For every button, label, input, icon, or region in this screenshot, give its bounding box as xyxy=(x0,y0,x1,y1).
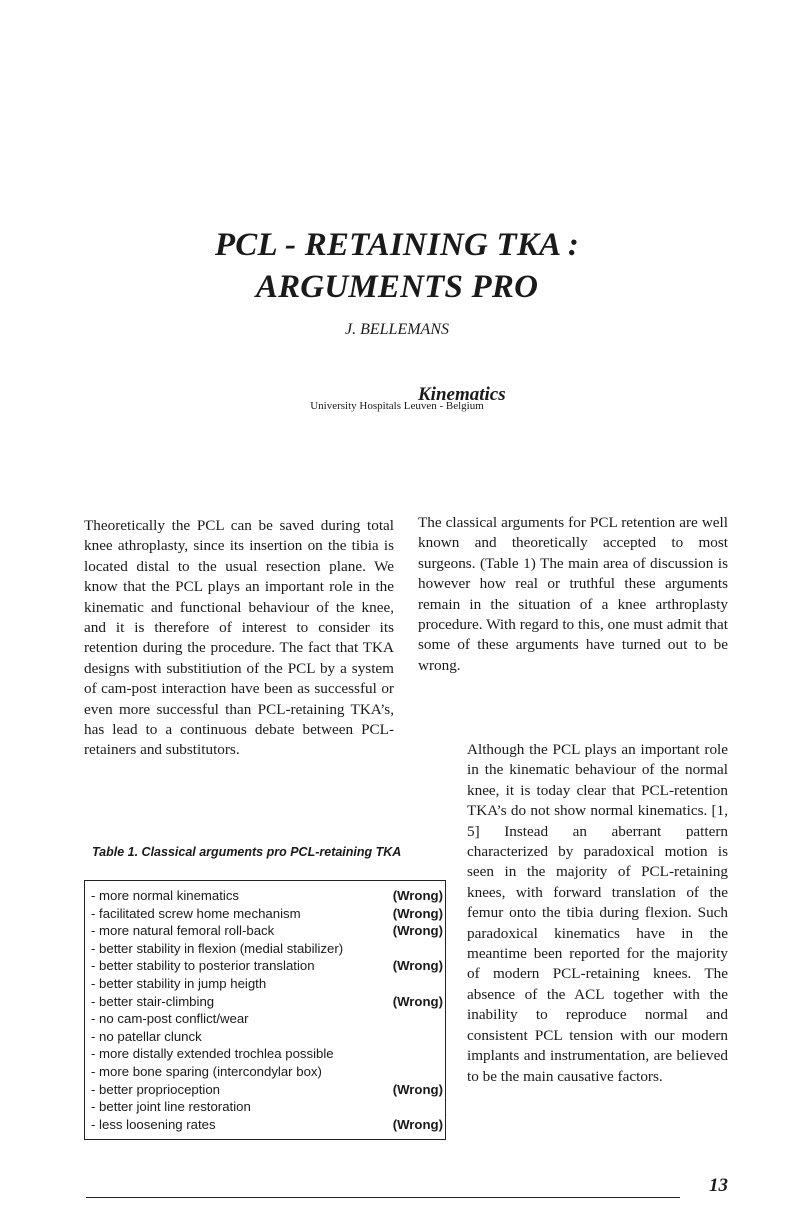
argument-text: - better stair-climbing xyxy=(91,993,215,1009)
table-row xyxy=(91,1010,443,1028)
wrong-flag: (Wrong) xyxy=(392,905,443,921)
table-row xyxy=(91,922,443,940)
argument-text: - no cam-post conflict/wear xyxy=(91,1011,249,1027)
table-row xyxy=(91,1063,443,1081)
table-row xyxy=(91,957,443,975)
wrong-flag: (Wrong) xyxy=(392,993,443,1009)
wrong-flag: (Wrong) xyxy=(392,1116,443,1132)
argument-text: - more natural femoral roll-back xyxy=(91,923,275,939)
wrong-flag: (Wrong) xyxy=(392,888,443,903)
kinematics-heading: Kinematics xyxy=(418,384,506,405)
wrong-flag: (Wrong) xyxy=(392,923,443,939)
argument-text: - better stability in jump heigth xyxy=(91,975,267,991)
table-row xyxy=(91,1116,443,1134)
argument-text: - less loosening rates xyxy=(91,1116,216,1132)
table-row xyxy=(91,975,443,993)
table-row xyxy=(91,1098,443,1116)
table-row xyxy=(91,1045,443,1063)
argument-text: - better stability to posterior translation xyxy=(91,958,315,974)
argument-text: - better proprioception xyxy=(91,1081,221,1097)
intro-left-paragraph: Theoretically the PCL can be saved during total knee athroplasty, since its insertion on the tibia is located distal to the usual resection plane. We know that the PCL plays an important role in the kinematic and functional behaviour of the knee, and it is therefore of interest to consider its retention during the procedure. The fact that TKA designs with substitiution of the PCL by a system of cam-post interaction have been as successful or even more successful than PCL-retaining TKA’s, has lead to a continuous debate between PCL-retainers and substitutors. xyxy=(84,517,394,759)
argument-text: - more normal kinematics xyxy=(91,888,240,903)
table-row xyxy=(91,1028,443,1046)
arguments-table xyxy=(84,880,446,1140)
argument-text: - better joint line restoration xyxy=(91,1099,251,1115)
author: J. BELLEMANS xyxy=(345,321,449,338)
argument-text: - more distally extended trochlea possible xyxy=(91,1046,334,1062)
table-row xyxy=(91,905,443,923)
intro-right-paragraph: The classical arguments for PCL retention are well known and theoretically accepted to most surgeons. (Table 1) The main area of discussion is however how real or truthful these arguments remain in the situation of a knee arthroplasty procedure. With regard to this, one must admit that some of these arguments have turned out to be wrong. xyxy=(418,514,728,674)
wrong-flag: (Wrong) xyxy=(392,1081,443,1097)
affiliation: University Hospitals Leuven - Belgium xyxy=(310,400,484,412)
page-number: 13 xyxy=(709,1175,728,1196)
argument-text: - more bone sparing (intercondylar box) xyxy=(91,1063,322,1079)
argument-text: - facilitated screw home mechanism xyxy=(91,905,301,921)
table-row xyxy=(91,887,443,905)
argument-text: - better stability in flexion (medial stabilizer) xyxy=(91,940,344,956)
argument-text: - no patellar clunck xyxy=(91,1028,202,1044)
title-line-2: ARGUMENTS PRO xyxy=(255,269,539,305)
kinematics-paragraph: Although the PCL plays an important role in the kinematic behaviour of the normal knee, it is today clear that PCL-retention TKA’s do not show normal kinematics. [1, 5] Instead an aberrant pattern characterized by paradoxical motion is seen in the majority of PCL-retaining knees, with forward translation of the femur onto the tibia during flexion. Such paradoxical kinematics have in the meantime been reported for the majority of modern PCL-retaining knees. The absence of the ACL together with the inability to reproduce normal and consistent PCL tension with our modern implants and instrumentation, are believed to be the main causative factors. xyxy=(467,741,728,1085)
table-row xyxy=(91,940,443,958)
footer-rule xyxy=(86,1197,680,1198)
title-line-1: PCL - RETAINING TKA : xyxy=(214,227,580,263)
table-row xyxy=(91,993,443,1011)
table-row xyxy=(91,1081,443,1099)
wrong-flag: (Wrong) xyxy=(392,958,443,974)
table-caption: Table 1. Classical arguments pro PCL-retaining TKA xyxy=(92,845,402,859)
